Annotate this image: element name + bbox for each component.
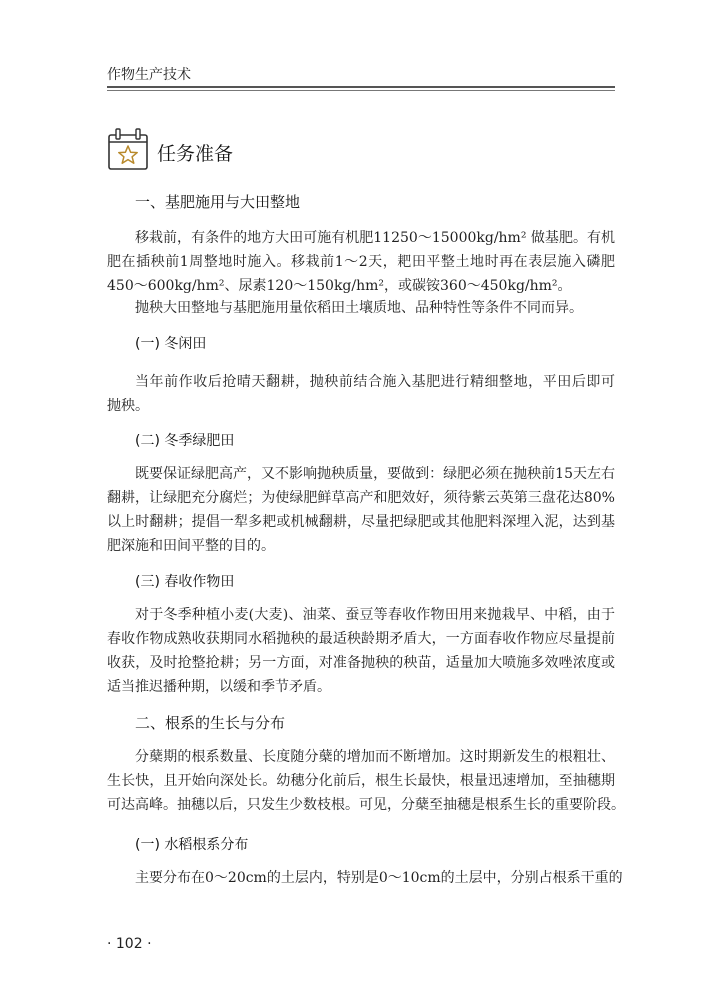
text-line: 当年前作收后抢晴天翻耕，抛秧前结合施入基肥进行精细整地，平田后即可	[135, 374, 615, 390]
paragraph-field-prep	[107, 296, 615, 320]
page-number: · 102 ·	[107, 936, 152, 952]
text-line: 450～600kg/hm²、尿素120～150kg/hm²，或碳铵360～450kg/hm²。	[107, 278, 572, 294]
subsection-title-2: (二) 冬季绿肥田	[135, 433, 235, 449]
text-line: 分蘖期的根系数量、长度随分蘖的增加而不断增加。这时期新发生的根粗壮、	[135, 749, 615, 765]
text-line: 对于冬季种植小麦(大麦)、油菜、蚕豆等春收作物田用来抛栽早、中稻，由于	[135, 607, 615, 623]
text-line: 收获，及时抢整抢耕；另一方面，对准备抛秧的秧苗，适量加大喷施多效唑浓度或	[107, 655, 615, 671]
text-line: 可达高峰。抽穗以后，只发生少数枝根。可见，分蘖至抽穗是根系生长的重要阶段。	[107, 797, 625, 813]
subsection-title-3: (三) 春收作物田	[135, 574, 235, 590]
text-line: 生长快，且开始向深处长。幼穗分化前后，根生长最快，根量迅速增加，至抽穗期	[107, 773, 615, 789]
text-line: 春收作物成熟收获期同水稻抛秧的最适秧龄期矛盾大，一方面春收作物应尽量提前	[107, 631, 615, 647]
text-line: 抛秧。	[107, 398, 149, 414]
calendar-star-icon	[107, 126, 151, 172]
paragraph-basal-fertilizer	[107, 226, 615, 298]
text-line: 肥深施和田间平整的目的。	[107, 538, 275, 554]
header-rule-thick	[107, 86, 615, 88]
text-line: 翻耕，让绿肥充分腐烂；为使绿肥鲜草高产和肥效好，须待紫云英第三盘花达80%	[107, 490, 615, 506]
section-title-1: 一、基肥施用与大田整地	[135, 193, 301, 211]
text-line: 以上时翻耕；提倡一犁多耙或机械翻耕，尽量把绿肥或其他肥料深埋入泥，达到基	[107, 514, 615, 530]
running-header: 作物生产技术	[107, 67, 191, 83]
paragraph-winter-fallow	[107, 370, 615, 418]
paragraph-green-manure	[107, 462, 615, 558]
paragraph-root-distribution	[107, 866, 623, 890]
section-title-2: 二、根系的生长与分布	[135, 714, 286, 732]
subsection-title-1: (一) 冬闲田	[135, 336, 207, 352]
header-rule-thin	[107, 90, 615, 91]
paragraph-spring-crop	[107, 603, 615, 699]
text-line: 抛秧大田整地与基肥施用量依稻田土壤质地、品种特性等条件不同而异。	[135, 300, 583, 316]
subsection-title-4: (一) 水稻根系分布	[135, 837, 249, 853]
text-line: 移栽前，有条件的地方大田可施有机肥11250～15000kg/hm² 做基肥。有机	[135, 230, 615, 246]
task-title: 任务准备	[157, 143, 234, 165]
text-line: 既要保证绿肥高产，又不影响抛秧质量，要做到：绿肥必须在抛秧前15天左右	[135, 466, 615, 482]
text-line: 肥在插秧前1周整地时施入。移栽前1～2天，耙田平整土地时再在表层施入磷肥	[107, 254, 615, 270]
text-line: 适当推迟播种期，以缓和季节矛盾。	[107, 679, 331, 695]
paragraph-root-growth	[107, 745, 625, 817]
text-line: 主要分布在0～20cm的土层内，特别是0～10cm的土层中，分别占根系干重的	[135, 870, 623, 886]
